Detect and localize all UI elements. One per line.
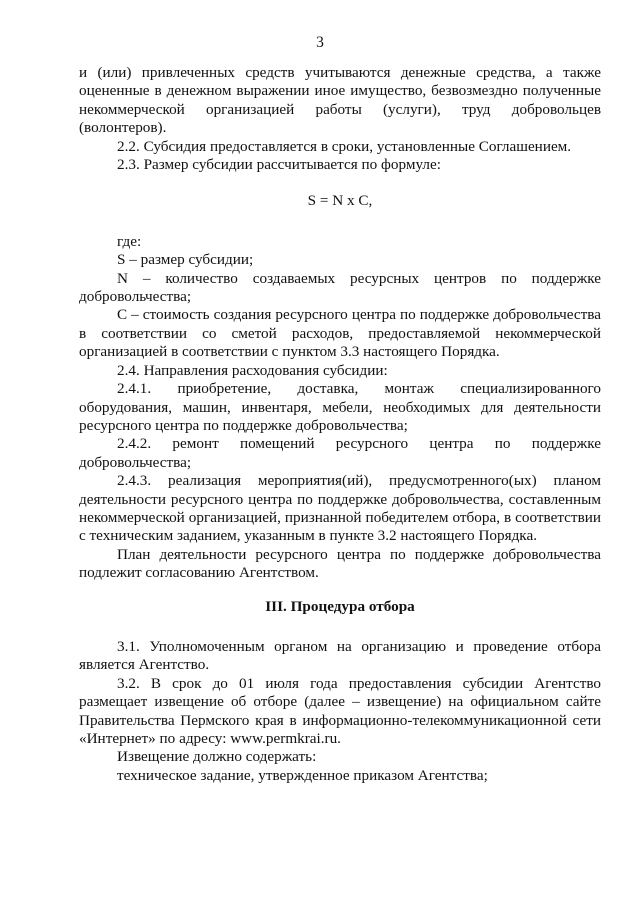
paragraph-2-4-1: 2.4.1. приобретение, доставка, монтаж специализированного оборудования, машин, инвентаря, мебели, необходимых для деятельности ресурсного центра по поддержке добровольчества; [79, 380, 601, 434]
paragraph-2-4-3: 2.4.3. реализация мероприятия(ий), предусмотренного(ых) планом деятельности ресурсного центра по поддержке добровольчества, составленным некоммерческой организацией, признанной победителем отбора, в соответствии с техническим заданием, указанным в пункте 3.2 настоящего Порядка. [79, 472, 601, 545]
definition-n: N – количество создаваемых ресурсных центров по поддержке добровольчества; [79, 269, 601, 306]
paragraph-notice-contents: Извещение должно содержать: [117, 748, 317, 766]
paragraph-3-1: 3.1. Уполномоченным органом на организацию и проведение отбора является Агентство. [79, 637, 601, 674]
paragraph-2-4-2: 2.4.2. ремонт помещений ресурсного центра по поддержке добровольчества; [79, 435, 601, 471]
paragraph-continuation: и (или) привлеченных средств учитываются денежные средства, а также оцененные в денежном выражении иное имущество, безвозмездно полученные некоммерческой организацией работы (услуги), труд добровольцев (волонтеров). [79, 64, 601, 137]
paragraph-2-3: 2.3. Размер субсидии рассчитывается по формуле: [117, 156, 441, 174]
paragraph-2-2: 2.2. Субсидия предоставляется в сроки, установленные Соглашением. [117, 137, 572, 155]
paragraph-2-4: 2.4. Направления расходования субсидии: [117, 361, 388, 379]
paragraph-activity-plan: План деятельности ресурсного центра по поддержке добровольчества подлежит согласованию Агентством. [79, 545, 601, 582]
definition-c: C – стоимость создания ресурсного центра по поддержке добровольчества в соответствии со сметой расходов, предоставляемой некоммерческой организацией в соответствии с пунктом 3.3 настоящего Порядка. [79, 306, 601, 361]
definition-where: где: [117, 232, 142, 250]
paragraph-technical-task: техническое задание, утвержденное приказом Агентства; [117, 766, 488, 784]
definition-s: S – размер субсидии; [117, 251, 254, 269]
document-body [79, 64, 601, 785]
formula: S = N x C, [307, 192, 373, 210]
page-number: 3 [316, 34, 324, 51]
paragraph-3-2: 3.2. В срок до 01 июля года предоставления субсидии Агентство размещает извещение об отборе (далее – извещение) на официальном сайте Правительства Пермского края в информационно-телекоммуникационной сети «Интернет» по адресу: www.permkrai.ru. [79, 674, 601, 747]
section-heading: III. Процедура отбора [265, 597, 415, 615]
